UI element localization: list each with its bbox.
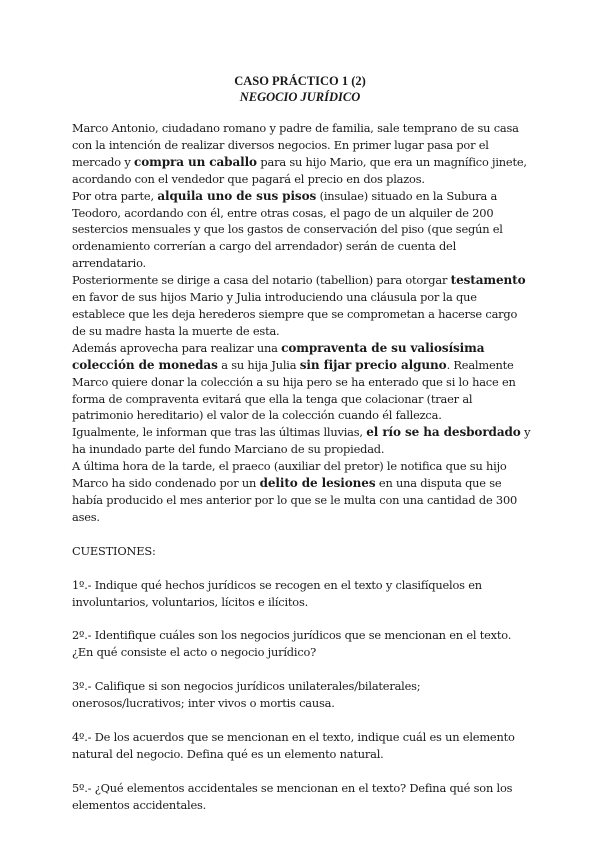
highlighted-fact: compraventa de su valiosísima colección de monedas bbox=[72, 340, 485, 372]
question-3: 3º.- Califique si son negocios jurídicos unilaterales/bilaterales; onerosos/lucrativos; inter vivos o mortis causa. bbox=[72, 679, 421, 711]
paragraph-1 bbox=[72, 120, 532, 188]
question-1: 1º.- Indique qué hechos jurídicos se recogen en el texto y clasifíquelos en involuntarios, voluntarios, lícitos e ilícitos. bbox=[72, 577, 482, 609]
paragraph-4 bbox=[72, 340, 532, 425]
paragraph-text: Igualmente, le informan que tras las últimas lluvias, bbox=[72, 425, 367, 440]
paragraph-text: Marco Antonio, ciudadano romano y padre de familia, sale temprano de su casa con la intención de realizar diversos negocios. En primer lugar pasa por el mercado y bbox=[72, 121, 519, 169]
paragraph-text: Además aprovecha para realizar una bbox=[72, 340, 282, 355]
document-body bbox=[72, 120, 532, 814]
questions-heading: CUESTIONES: bbox=[72, 543, 156, 558]
paragraph-text: Por otra parte, bbox=[72, 188, 158, 203]
highlighted-fact: el río se ha desbordado bbox=[366, 425, 521, 440]
document-title: CASO PRÁCTICO 1 (2) bbox=[234, 74, 366, 88]
paragraph-6 bbox=[72, 458, 532, 526]
paragraph-text: . Realmente Marco quiere donar la colección a su hija pero se ha enterado que si lo hace en forma de compraventa evitará que ella la tenga que colacionar (traer al patrimonio hereditario) el valor de la colección cuando él fallezca. bbox=[72, 357, 516, 423]
highlighted-fact: alquila uno de sus pisos bbox=[157, 188, 317, 203]
highlighted-fact: testamento bbox=[450, 273, 526, 288]
document-subtitle: NEGOCIO JURÍDICO bbox=[239, 90, 361, 104]
paragraph-2 bbox=[72, 188, 532, 273]
paragraph-text: a su hija Julia bbox=[217, 357, 300, 372]
title-block bbox=[0, 73, 600, 105]
highlighted-fact: delito de lesiones bbox=[259, 476, 376, 491]
question-5: 5º.- ¿Qué elementos accidentales se mencionan en el texto? Defina qué son los elementos accidentales. bbox=[72, 780, 513, 812]
paragraph-3 bbox=[72, 272, 532, 340]
paragraph-5 bbox=[72, 424, 532, 458]
highlighted-fact: compra un caballo bbox=[133, 154, 257, 169]
paragraph-text: Posteriormente se dirige a casa del notario (tabellion) para otorgar bbox=[72, 273, 451, 288]
question-4: 4º.- De los acuerdos que se mencionan en el texto, indique cuál es un elemento natural del negocio. Defina qué es un elemento natural. bbox=[72, 730, 515, 761]
paragraph-text: en una disputa que se había producido el mes anterior por lo que se le multa con una cantidad de 300 ases. bbox=[72, 476, 518, 524]
paragraph-text: (insulae) situado en la Subura a Teodoro, acordando con él, entre otras cosas, el pago de un alquiler de 200 sestercios mensuales y que los gastos de conservación del piso (que según el ordenamiento correrían a cargo del arrendador) serán de cuenta del arrendatario. bbox=[72, 188, 503, 271]
paragraph-text: para su hijo Mario, que era un magnífico jinete, acordando con el vendedor que pagará el precio en dos plazos. bbox=[72, 154, 527, 186]
highlighted-fact: sin fijar precio alguno bbox=[299, 357, 447, 372]
question-2: 2º.- Identifique cuáles son los negocios jurídicos que se mencionan en el texto. ¿En qué consiste el acto o negocio jurídico? bbox=[72, 628, 512, 660]
paragraph-text: y ha inundado parte del fundo Marciano de su propiedad. bbox=[72, 425, 531, 457]
paragraph-text: en favor de sus hijos Mario y Julia introduciendo una cláusula por la que establece que les deja herederos siempre que se comprometan a hacerse cargo de su madre hasta la muerte de esta. bbox=[72, 290, 518, 338]
paragraph-text: A última hora de la tarde, el praeco (auxiliar del pretor) le notifica que su hijo Marco ha sido condenado por un bbox=[72, 459, 507, 491]
